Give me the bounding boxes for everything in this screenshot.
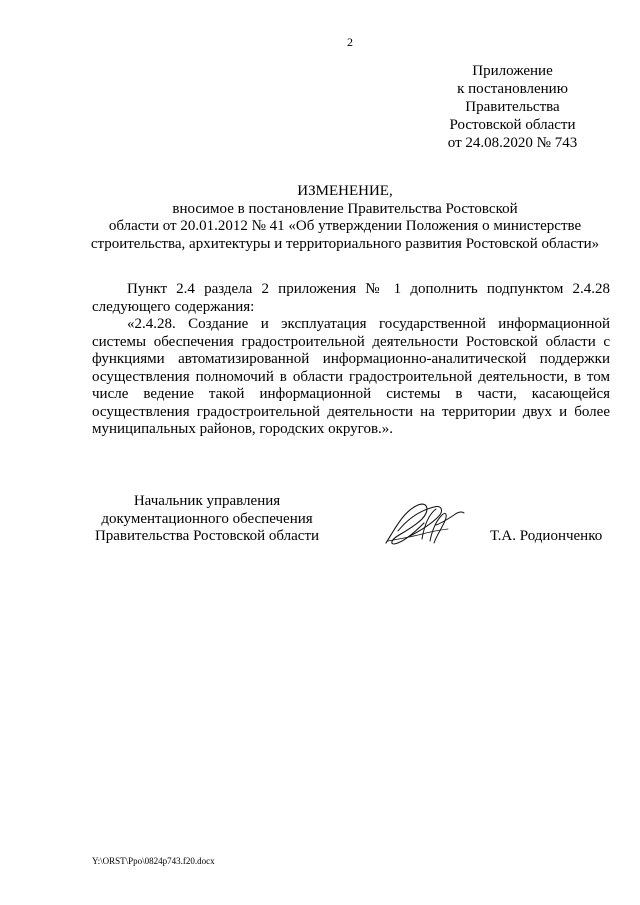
heading-line: вносимое в постановление Правительства Ростовской [172,200,518,217]
handwritten-signature [378,497,473,557]
heading-line: строительства, архитектуры и территориального развития Ростовской области» [90,235,600,252]
appendix-date-line: от 24.08.2020 № 743 [447,135,578,151]
heading-title: ИЗМЕНЕНИЕ, [297,183,393,199]
page-number: 2 [347,35,353,49]
appendix-line: Ростовской области [449,117,576,133]
footer-file-path: Y:\ORST\Ppo\0824p743.f20.docx [92,856,215,866]
appendix-line: Правительства [465,99,560,115]
document-heading [80,183,610,253]
signatory-title [92,493,322,546]
signatory-title-line: Начальник управления [133,493,281,509]
document-body [92,281,610,439]
signatory-title-line: документационного обеспечения [101,510,313,527]
body-paragraph-quote: «2.4.28. Создание и эксплуатация государственной информационной системы обеспечения градостроительной деятельности Ростовской области с функциями автоматизированной информационно-аналитической поддержки осуществления полномочий в области градостроительной деятельности, в том числе ведение такой информационной системы в части, касающейся осуществления градостроительной деятельности на территории двух и более муниципальных районов, городских округов.». [92,316,610,437]
appendix-line: к постановлению [457,81,568,97]
appendix-line: Приложение [472,63,553,79]
signatory-title-line: Правительства Ростовской области [94,528,320,544]
body-paragraph: Пункт 2.4 раздела 2 приложения № 1 дополнить подпунктом 2.4.28 следующего содержания: [92,281,610,315]
signatory-name: Т.А. Родионченко [490,528,603,544]
appendix-block [430,62,595,152]
heading-line: области от 20.01.2012 № 41 «Об утверждении Положения о министерстве [108,218,582,234]
